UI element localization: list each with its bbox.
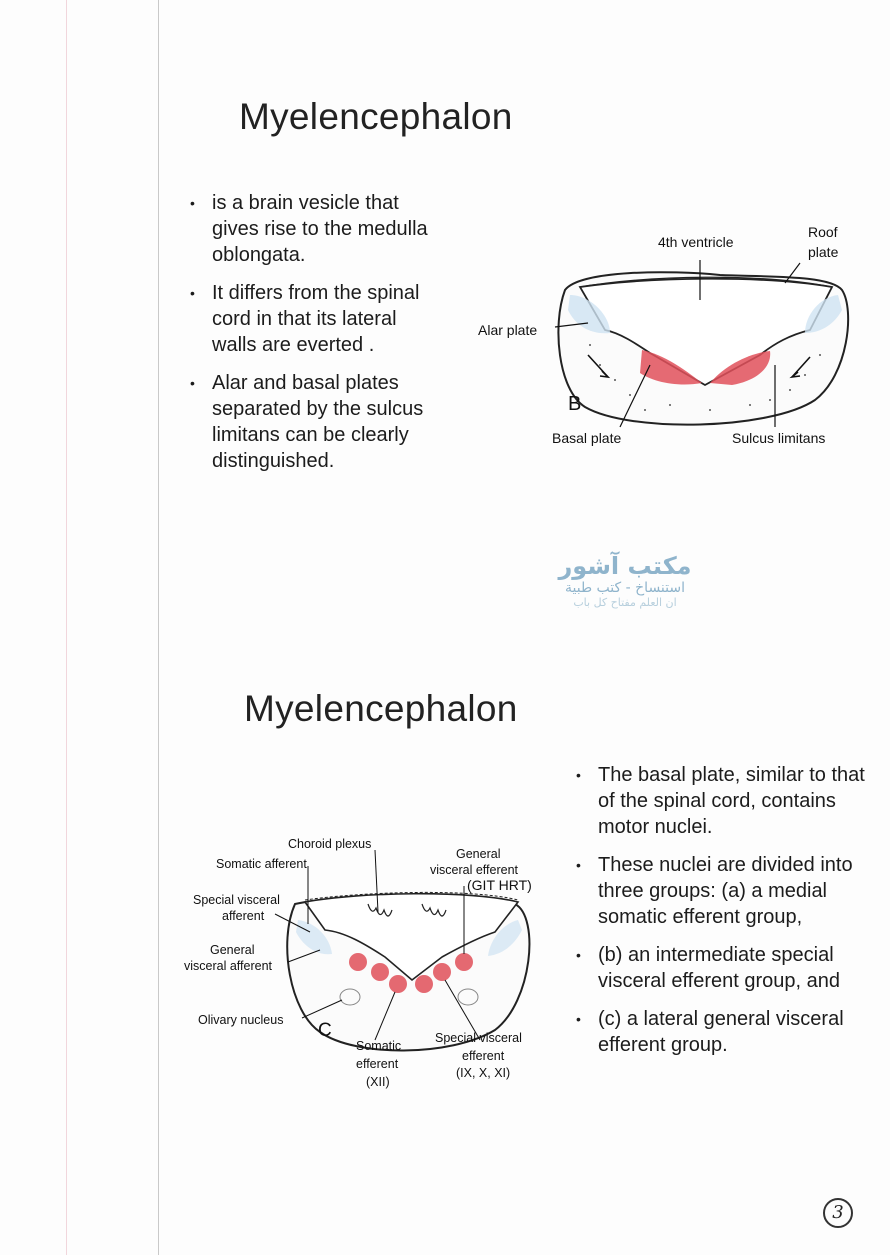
panel-label-b: B xyxy=(568,393,582,415)
slide2-title: Myelencephalon xyxy=(244,688,518,729)
label-gve-1: General xyxy=(456,847,501,861)
slide1-title: Myelencephalon xyxy=(239,96,513,137)
label-basal-plate: Basal plate xyxy=(552,430,622,446)
nucleus-gve-left xyxy=(349,953,367,971)
slide2-bullets xyxy=(576,762,866,1070)
label-4th-ventricle: 4th ventricle xyxy=(658,234,734,250)
nucleus-sve-right xyxy=(433,963,451,981)
myelencephalon-diagram-b xyxy=(470,215,870,455)
nucleus-se-right xyxy=(415,975,433,993)
label-se-3: (XII) xyxy=(366,1075,390,1089)
label-gva-1: General xyxy=(210,943,255,957)
nucleus-sve-left xyxy=(371,963,389,981)
label-somatic-afferent: Somatic afferent xyxy=(216,857,307,871)
nucleus-gve-right xyxy=(455,953,473,971)
margin-decoration xyxy=(66,0,67,1255)
slide2-bullet-4: • (c) a lateral general visceral efferent group. xyxy=(576,1006,866,1058)
label-alar-plate: Alar plate xyxy=(478,322,538,338)
label-sve-2: efferent xyxy=(462,1049,505,1063)
nucleus-se-left xyxy=(389,975,407,993)
label-se-1: Somatic xyxy=(356,1039,402,1053)
myelencephalon-diagram-c xyxy=(180,832,555,1102)
slide2-bullet-3: • (b) an intermediate special visceral efferent group, and xyxy=(576,942,866,994)
label-olivary-nucleus: Olivary nucleus xyxy=(198,1013,284,1027)
label-gva-2: visceral afferent xyxy=(184,959,273,973)
label-se-2: efferent xyxy=(356,1057,399,1071)
page-number: 3 xyxy=(823,1198,853,1228)
watermark-line-1: مكتب آشور xyxy=(558,552,692,580)
label-sulcus-limitans: Sulcus limitans xyxy=(732,430,826,446)
slide1-bullet-1: • is a brain vesicle that gives rise to the medulla oblongata. xyxy=(190,190,440,268)
label-sva-1: Special visceral xyxy=(193,893,280,907)
slide1-bullet-2: • It differs from the spinal cord in that its lateral walls are everted . xyxy=(190,280,440,358)
label-roof: Roof xyxy=(808,224,838,240)
label-sve-3: (IX, X, XI) xyxy=(456,1066,511,1080)
library-watermark xyxy=(515,552,735,609)
slide2-bullet-1: • The basal plate, similar to that of the spinal cord, contains motor nuclei. xyxy=(576,762,866,840)
slide-border xyxy=(158,0,159,1255)
label-sva-2: afferent xyxy=(222,909,265,923)
label-choroid-plexus: Choroid plexus xyxy=(288,837,372,851)
watermark-line-2: استنساخ - كتب طبية xyxy=(565,580,685,596)
slide2-bullet-2: • These nuclei are divided into three groups: (a) a medial somatic efferent group, xyxy=(576,852,866,930)
slide1-bullet-3: • Alar and basal plates separated by the sulcus limitans can be clearly distinguished. xyxy=(190,370,440,474)
panel-label-c: C xyxy=(318,1020,332,1041)
watermark-line-3: ان العلم مفتاح كل باب xyxy=(573,596,677,609)
label-gve-2: visceral efferent xyxy=(430,863,519,877)
slide1-bullets xyxy=(190,190,440,486)
label-sve-1: Special visceral xyxy=(435,1031,522,1045)
label-gve-3: (GIT HRT) xyxy=(467,877,532,893)
label-plate: plate xyxy=(808,244,839,260)
